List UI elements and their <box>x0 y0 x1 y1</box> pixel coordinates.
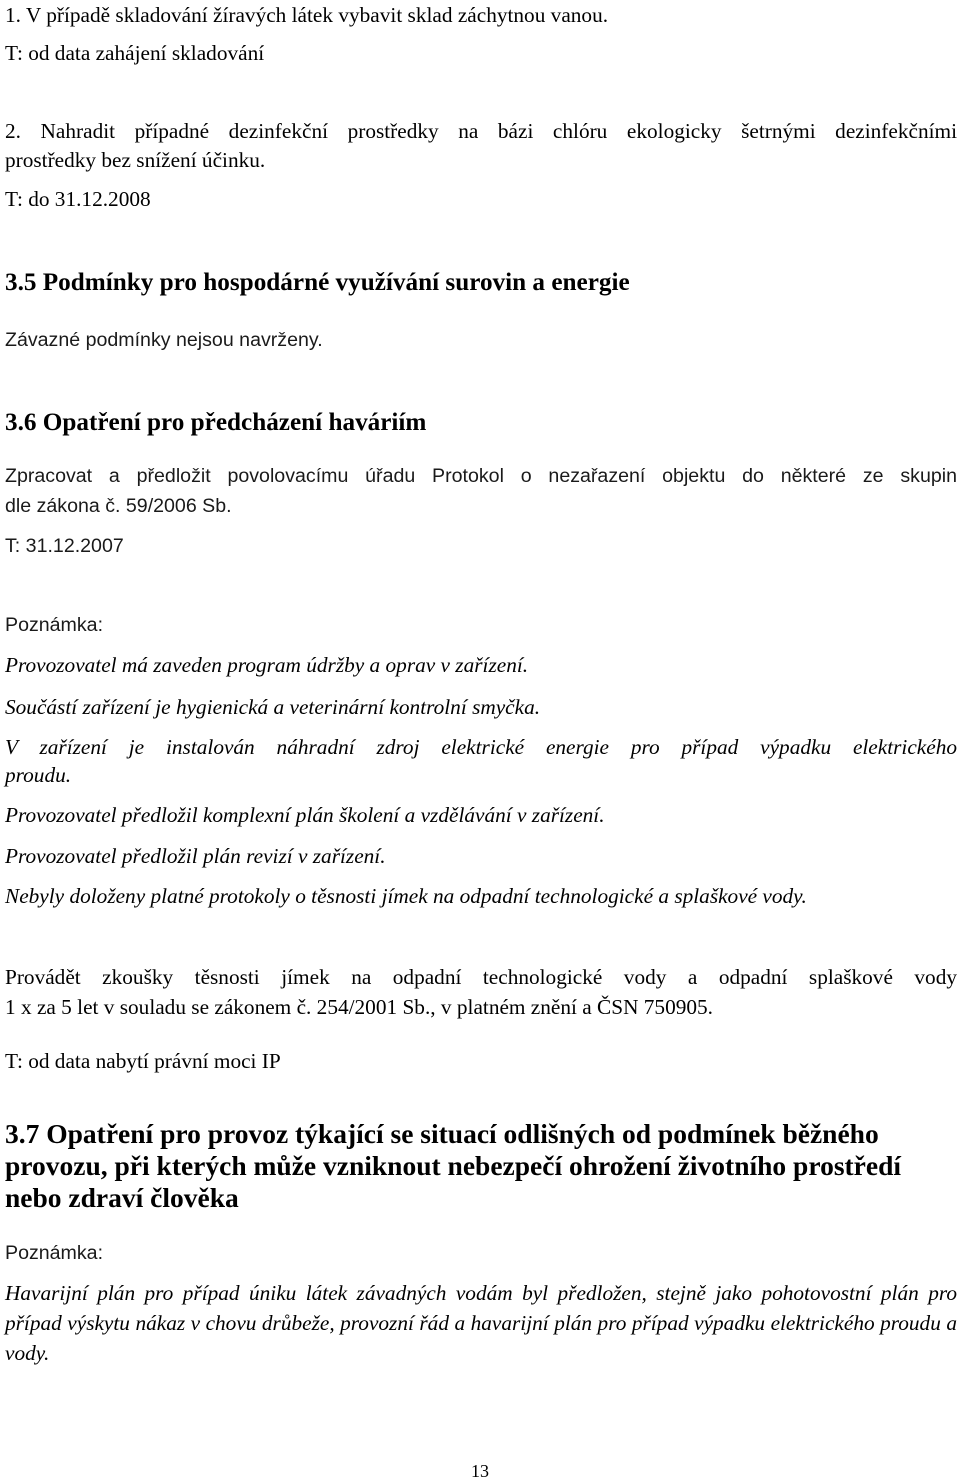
section-3-6-heading: 3.6 Opatření pro předcházení haváriím <box>5 409 427 436</box>
page-number: 13 <box>471 1461 489 1481</box>
note-item-line-2: proudu. <box>5 763 72 787</box>
note-item: Součástí zařízení je hygienická a veterinární kontrolní smyčka. <box>5 695 541 719</box>
requirement-line-1: Provádět zkoušky těsnosti jímek na odpadní technologické vody a odpadní splaškové vody <box>5 965 957 989</box>
section-3-7-heading: 3.7 Opatření pro provoz týkající se situací odlišných od podmínek běžného provozu, při kterých může vzniknout nebezpečí ohrožení životního prostředí nebo zdraví člověka <box>5 1118 902 1213</box>
note-label: Poznámka: <box>5 614 104 636</box>
note-item: Provozovatel předložil plán revizí v zařízení. <box>5 844 386 868</box>
item-1-deadline: T: od data zahájení skladování <box>5 41 265 65</box>
section-3-6-text-line-2: dle zákona č. 59/2006 Sb. <box>5 495 232 517</box>
section-3-6-deadline: T: 31.12.2007 <box>5 535 124 557</box>
note-label: Poznámka: <box>5 1242 104 1264</box>
item-1-text: 1. V případě skladování žíravých látek vybavit sklad záchytnou vanou. <box>5 3 609 27</box>
requirement-line-2: 1 x za 5 let v souladu se zákonem č. 254/2001 Sb., v platném znění a ČSN 750905. <box>5 995 713 1019</box>
note-item: Provozovatel předložil komplexní plán školení a vzdělávání v zařízení. <box>5 803 605 827</box>
note-item: Provozovatel má zaveden program údržby a oprav v zařízení. <box>5 653 529 677</box>
note-item-line-1: V zařízení je instalován náhradní zdroj elektrické energie pro případ výpadku elektrického <box>5 735 957 759</box>
section-3-5-heading: 3.5 Podmínky pro hospodárné využívání surovin a energie <box>5 269 630 296</box>
section-3-7-note-text: Havarijní plán pro případ úniku látek závadných vodám byl předložen, stejně jako pohotovostní plán pro případ výskytu nákaz v chovu drůbeže, provozní řád a havarijní plán pro případ výpadku elektrického proudu a vody. <box>5 1281 957 1365</box>
item-2-line-1: 2. Nahradit případné dezinfekční prostředky na bázi chlóru ekologicky šetrnými dezinfekčními <box>5 119 957 143</box>
item-2-line-2: prostředky bez snížení účinku. <box>5 148 266 172</box>
requirement-deadline: T: od data nabytí právní moci IP <box>5 1049 281 1073</box>
item-2-deadline: T: do 31.12.2008 <box>5 187 151 211</box>
section-3-5-text: Závazné podmínky nejsou navrženy. <box>5 329 323 351</box>
note-item: Nebyly doloženy platné protokoly o těsnosti jímek na odpadní technologické a splaškové vody. <box>5 884 807 908</box>
section-3-6-text-line-1: Zpracovat a předložit povolovacímu úřadu Protokol o nezařazení objektu do některé ze skupin <box>5 465 957 487</box>
